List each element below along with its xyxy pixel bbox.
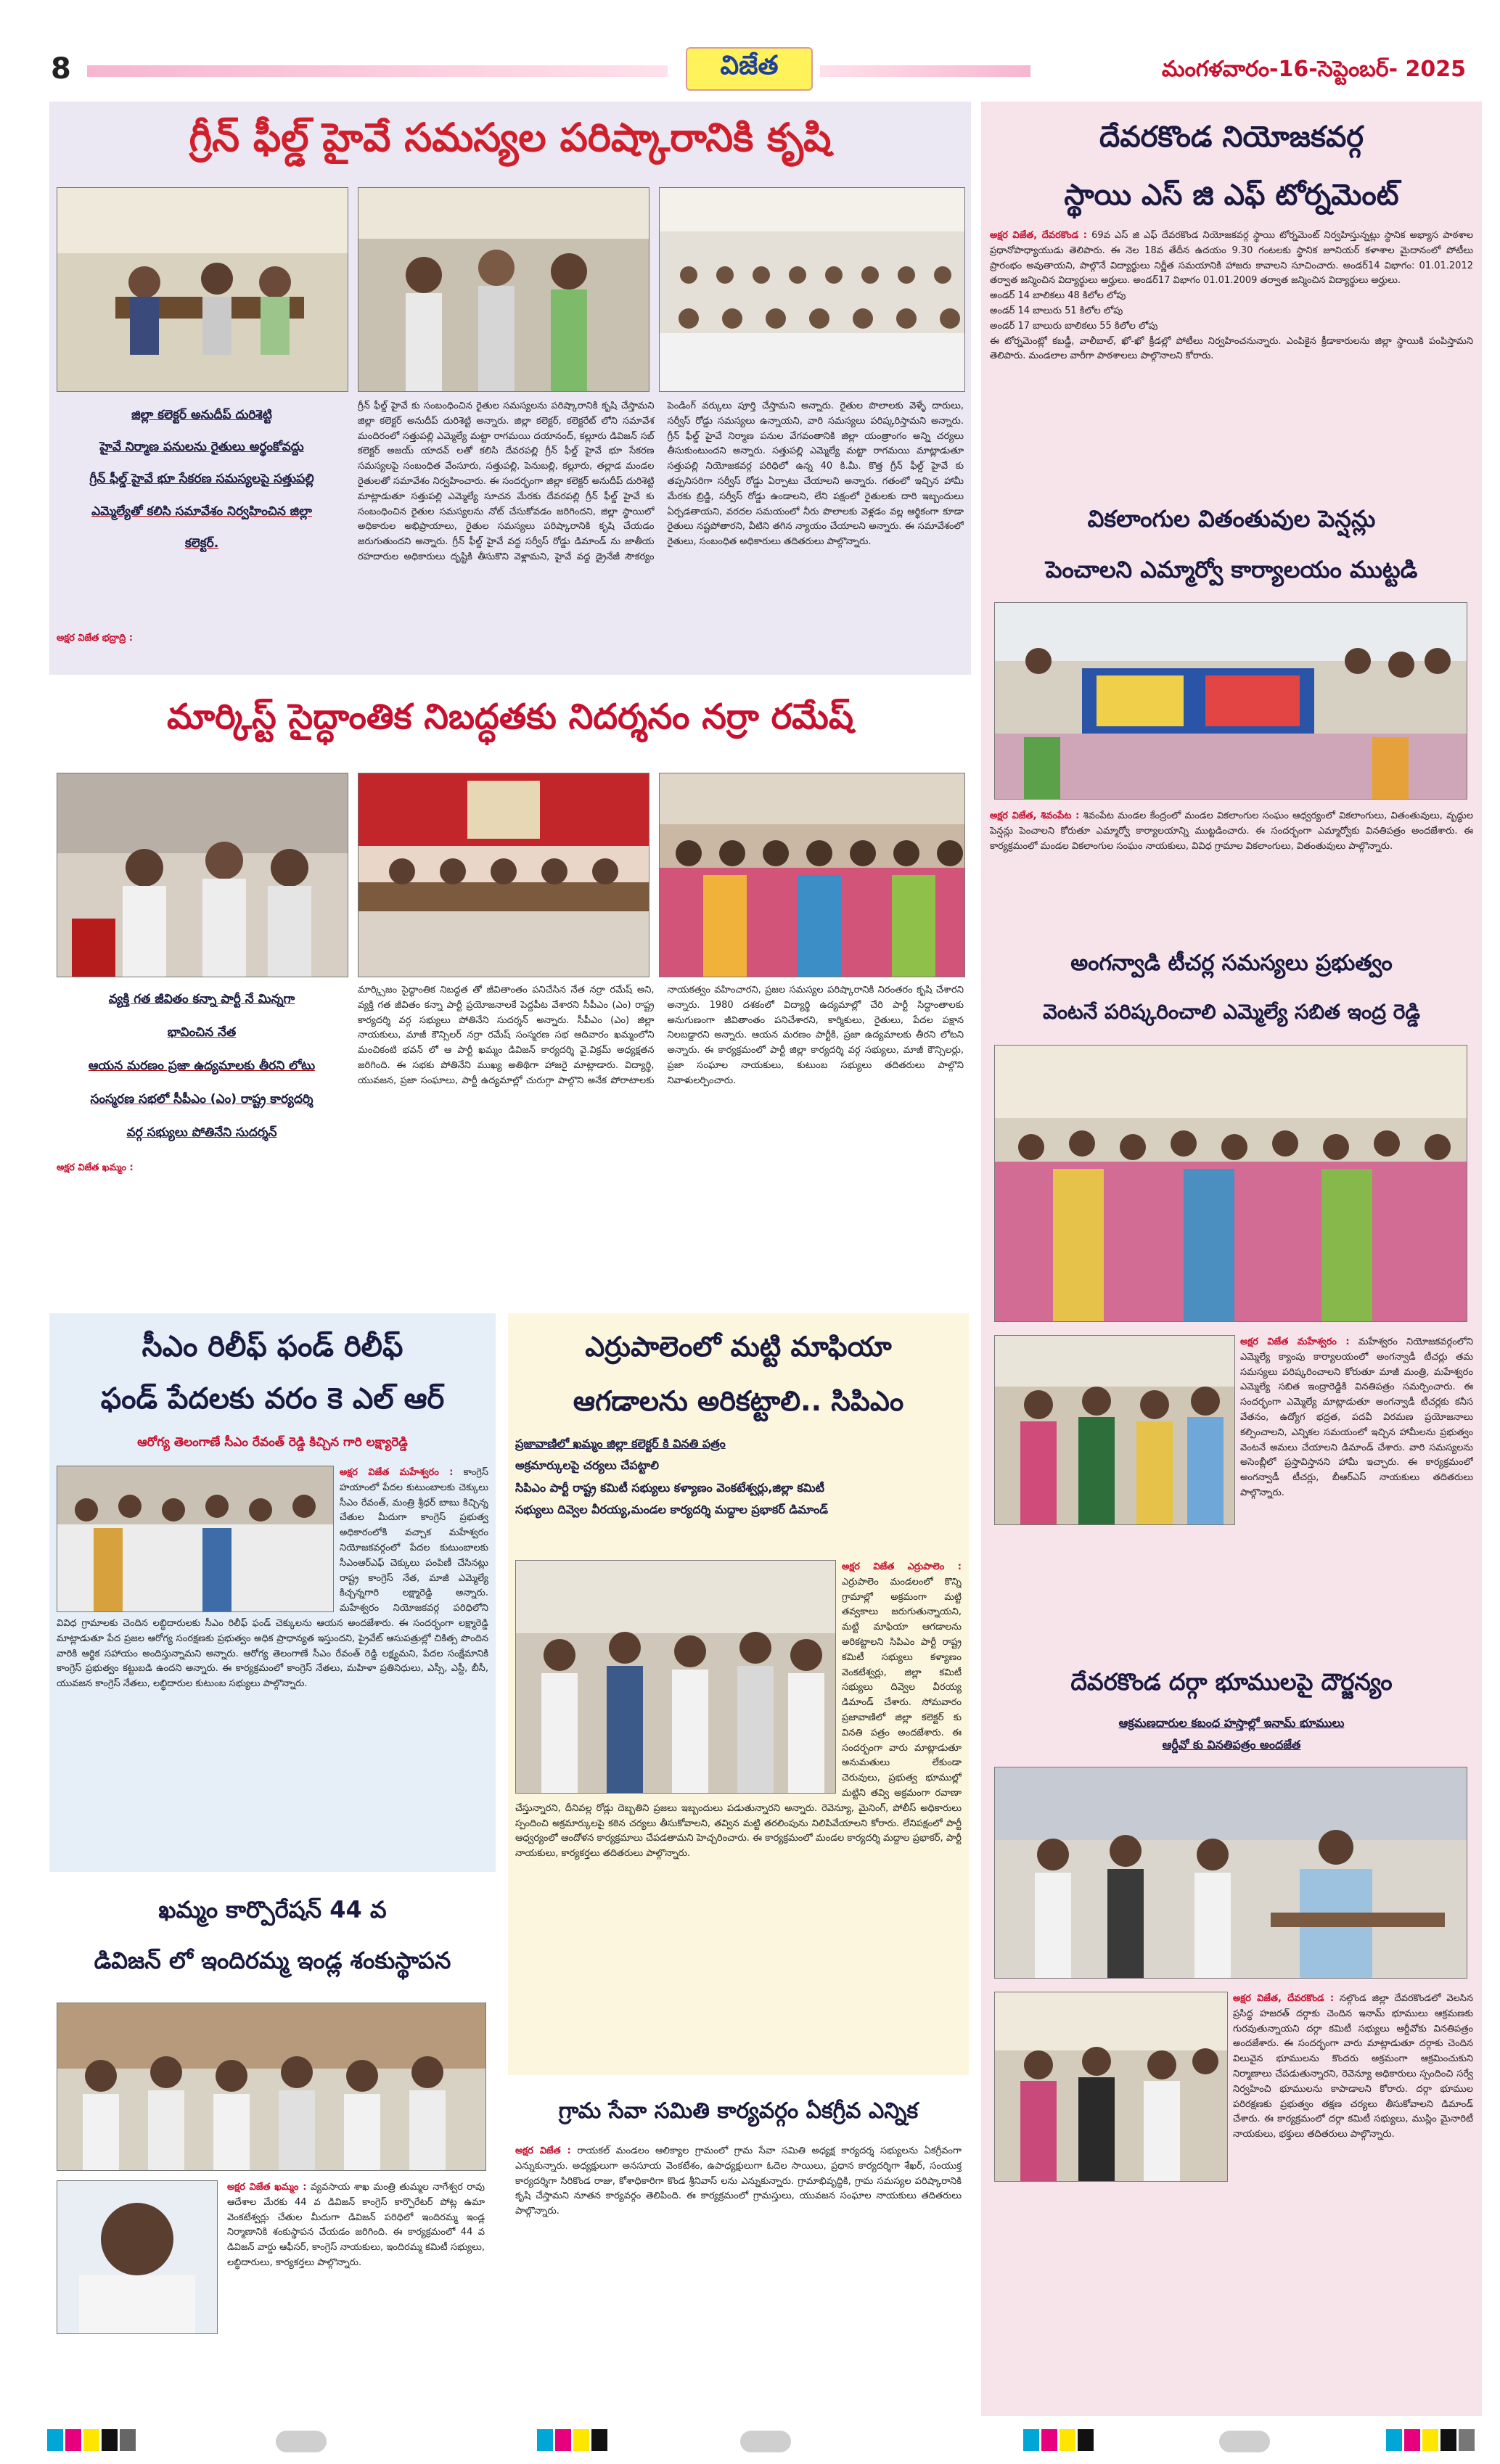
article1-photo-2 xyxy=(358,187,649,392)
article-indiramma-houses xyxy=(49,1879,496,2416)
article2-caption-line: భావించిన నేత xyxy=(167,1024,237,1040)
article8-headline-line1: వికలాంగుల వితంతువుల పెన్షన్లు xyxy=(1087,505,1376,533)
masthead-bar xyxy=(87,65,668,77)
article3-body xyxy=(57,1466,488,1865)
article7-body-text-2: ఈ టోర్నమెంట్లో కబడ్డీ, వాలీబాల్, ఖో-ఖో క్రీడల్లో పోటీలు నిర్వహించనున్నారు. ఎంపికైన క్రీడాకారులను జిల్లా స్థాయికి పంపిస్తామని తెలిపారు. మండలాల వారీగా పాఠశాలలు పాల్గొనాలని కోరారు. xyxy=(990,335,1473,362)
registration-swatch xyxy=(1459,2429,1475,2451)
article4-photo-2 xyxy=(57,2180,218,2334)
article2-caption xyxy=(57,983,347,1149)
article8-dateline: అక్షర విజేత, శివంపేట : xyxy=(990,810,1080,821)
article10-photo-spacer xyxy=(990,1992,1233,2184)
article10-sub xyxy=(981,1712,1482,1757)
article7-list-item: అండర్ 17 బాలురు బాలికలు 55 కిలోల లోపు xyxy=(990,320,1158,332)
registration-swatch xyxy=(555,2429,571,2451)
article1-caption-line: గ్రీన్ ఫీల్డ్ హైవే భూ సేకరణ సమస్యలపై సత్తుపల్లి xyxy=(89,472,314,487)
article2-caption-line: వర్గ సభ్యులు పోతినేని సుదర్శన్ xyxy=(126,1125,277,1140)
article2-photo-2 xyxy=(358,773,649,977)
article10-dateline: అక్షర విజేత, దేవరకొండ : xyxy=(1233,1993,1335,2004)
article4-photo-1 xyxy=(57,2003,486,2171)
registration-swatch xyxy=(1422,2429,1438,2451)
article-village-committee xyxy=(508,2082,969,2416)
article5-headline-line2: ఆగడాలను అరికట్టాలి.. సిపిఎం xyxy=(573,1385,904,1417)
article2-photo-3 xyxy=(659,773,965,977)
article10-sub-line: ఆర్డీవో కు వినతిపత్రం అందజేత xyxy=(1162,1738,1301,1752)
article5-sub-line: సిపిఎం పార్టీ రాష్ట్ర కమిటీ సభ్యులు కళ్యాణం వెంకటేశ్వర్లు,జిల్లా కమిటీ xyxy=(515,1480,824,1495)
article6-dateline: అక్షర విజేత : xyxy=(515,2145,571,2156)
registration-swatch xyxy=(1078,2429,1094,2451)
article2-dateline: అక్షర విజేత ఖమ్మం : xyxy=(57,1162,134,1173)
article-soil-mafia xyxy=(508,1313,969,2075)
article1-dateline: అక్షర విజేత భద్రాద్రి : xyxy=(57,633,133,644)
article9-body-text: మహేశ్వరం నియోజకవర్గంలోని ఎమ్మెల్యే క్యాంపు కార్యాలయంలో అంగన్వాడీ టీచర్లు తమ సమస్యలు పరిష్కరించాలని కోరుతూ మాజీ మంత్రి, మహేశ్వరం ఎమ్మెల్యే సబిత ఇంద్రారెడ్డికి వినతిపత్రం సమర్పించారు. ఈ సందర్భంగా ఎమ్మెల్యే మాట్లాడుతూ అంగన్వాడీ టీచర్లకు కనీస వేతనం, ఉద్యోగ భద్రత, పదవీ విరమణ ప్రయోజనాలు కల్పించాలని, ఎన్నికల సమయంలో ఇచ్చిన హామీలను ప్రభుత్వం వెంటనే అమలు చేయాలని డిమాండ్ చేశారు. వారి సమస్యలను అసెంబ్లీలో ప్రస్తావిస్తానని హామీ ఇచ్చారు. ఈ కార్యక్రమంలో అంగన్వాడీ టీచర్లు, బీఆర్ఎస్ నాయకులు తదితరులు పాల్గొన్నారు. xyxy=(1240,1336,1473,1498)
article7-body-text: 69వ ఎస్ జి ఎఫ్ దేవరకొండ నియోజకవర్గ స్థాయి టోర్నమెంట్ నిర్వహిస్తున్నట్లు స్థానిక అభ్యాస పాఠశాల ప్రధానోపాధ్యాయుడు తెలిపారు. ఈ నెల 18వ తేదీన ఉదయం 9.30 గంటలకు స్థానిక జూనియర్ కళాశాల మైదానంలో పోటీలు ప్రారంభం అవుతాయని, పాల్గొనే విద్యార్థులు నిర్ణీత సమయానికి హాజరు కావాలని సూచించారు. అండర్14 విభాగం: 01.01.2012 తర్వాత జన్మించిన విద్యార్థులు అర్హులు. అండర్17 విభాగం 01.01.2009 తర్వాత జన్మించిన విద్యార్థులు అర్హులు. xyxy=(990,230,1473,287)
article5-sub-line: ప్రజావాణిలో ఖమ్మం జిల్లా కలెక్టర్ కి వినతి పత్రం xyxy=(515,1437,726,1450)
article6-body xyxy=(515,2144,962,2409)
registration-swatch xyxy=(1404,2429,1420,2451)
logo-text: విజేత xyxy=(720,51,779,81)
article10-body-text: నల్గొండ జిల్లా దేవరకొండలో వెలసిన ప్రసిద్ధ హజరత్ దర్గాకు చెందిన ఇనామ్ భూములు ఆక్రమణకు గురవుతున్నాయని దర్గా కమిటీ సభ్యులు ఆర్డీవోకు వినతిపత్రం అందజేశారు. ఈ సందర్భంగా వారు మాట్లాడుతూ దర్గాకు చెందిన విలువైన భూములను కొందరు అక్రమంగా ఆక్రమించుకుని నిర్మాణాలు చేపడుతున్నారని, రెవెన్యూ అధికారులు స్పందించి సర్వే నిర్వహించి భూములను కాపాడాలని కోరారు. దర్గా భూముల పరిరక్షణకు ప్రభుత్వం తక్షణ చర్యలు తీసుకోవాలని డిమాండ్ చేశారు. ఈ కార్యక్రమంలో దర్గా కమిటీ సభ్యులు, ముస్లిం మైనారిటీ నాయకులు, భక్తులు తదితరులు పాల్గొన్నారు. xyxy=(1233,1993,1473,2140)
article2-photo-1 xyxy=(57,773,348,977)
masthead-bar-right xyxy=(820,65,1030,77)
masthead-date: మంగళవారం-16-సెప్టెంబర్- 2025 xyxy=(1161,57,1466,82)
article1-body-lead xyxy=(136,633,139,644)
article4-body xyxy=(227,2180,485,2409)
article5-body xyxy=(515,1560,962,2061)
article8-photo xyxy=(994,602,1467,800)
article1-caption-line: ఎమ్మెల్యేతో కలిసి సమావేశం నిర్వహించిన జిల్లా xyxy=(91,504,312,519)
article2-caption-line: సంస్మరణ సభలో సీపీఎం (ఎం) రాష్ట్ర కార్యదర్శి xyxy=(90,1091,313,1106)
article1-body xyxy=(57,631,347,673)
article3-dateline: అక్షర విజేత మహేశ్వరం : xyxy=(340,1467,454,1478)
article6-body-text: రాయకల్ మండలం ఆలిక్యాల గ్రామంలో గ్రామ సేవా సమితి అధ్యక్ష కార్యదర్శ సభ్యులను ఏకగ్రీవంగా ఎన్నుకున్నారు. అధ్యక్షులుగా అనసూయ వెంకటేశం, ఉపాధ్యక్షులుగా ఓదెల సాయిలు, ప్రధాన కార్యదర్శిగా శేఖర్, సంయుక్త కార్యదర్శిగా సిరికొండ రాజు, కోశాధికారిగా కొండ శ్రీనివాస్ లను ఎన్నుకున్నారు. గ్రామాభివృద్ధికి, గ్రామ సమస్యల పరిష్కారానికి కృషి చేస్తామని నూతన కార్యవర్గం తెలిపింది. ఈ కార్యక్రమంలో గ్రామస్తులు, యువజన సంఘాల నాయకులు తదితరులు పాల్గొన్నారు. xyxy=(515,2145,962,2217)
article3-photo-spacer xyxy=(57,1466,340,1611)
article9-photo-spacer xyxy=(990,1335,1240,1527)
article3-subhead: ఆరోగ్య తెలంగాణే సీఎం రేవంత్ రెడ్డి కిచ్చిన గారి లక్ష్యారెడ్డి xyxy=(137,1435,408,1450)
registration-swatch xyxy=(1041,2429,1057,2451)
article8-headline-line2: పెంచాలని ఎమ్మార్వో కార్యాలయం ముట్టడి xyxy=(1045,556,1418,583)
article3-body-text: కాంగ్రెస్ హయాంలో పేదల కుటుంబాలకు చెక్కులు సీఎం రేవంత్, మంత్రి శ్రీధర్ బాబు కిచ్చిన్న చేతుల మీదుగా కాంగ్రెస్ ప్రభుత్వ అధికారంలోకి వచ్చాక మహేశ్వరం నియోజకవర్గంలో పేదల కుటుంబాలకు సీఎంఆర్ఎఫ్ చెక్కులు పంపిణీ చేసినట్లు రాష్ట్ర కాంగ్రెస్ నేత, మాజీ ఎమ్మెల్యే కిచ్చన్నగారి లక్ష్మారెడ్డి అన్నారు. మహేశ్వరం నియోజకవర్గ పరిధిలోని వివిధ గ్రామాలకు చెందిన లబ్ధిదారులకు సీఎం రిలీఫ్ ఫండ్ చెక్కులను ఆయన అందజేశారు. ఈ సందర్భంగా లక్ష్మారెడ్డి మాట్లాడుతూ పేద ప్రజల ఆరోగ్య సంరక్షణకు ప్రభుత్వం అధిక ప్రాధాన్యత ఇస్తుందని, ప్రైవేట్ ఆసుపత్రుల్లో చికిత్స పొందిన వారికి ఆర్థిక సహాయం అందిస్తున్నామని అన్నారు. ఆరోగ్య తెలంగాణే సీఎం రేవంత్ రెడ్డి లక్ష్యమని, పేదల సంక్షేమానికి కాంగ్రెస్ ప్రభుత్వం కట్టుబడి ఉందని అన్నారు. ఈ కార్యక్రమంలో కాంగ్రెస్ నేతలు, మహిళా ప్రతినిధులు, ఎస్సీ, ఎస్టీ, బీసీ, యువజన కాంగ్రెస్ నేతలు, లబ్ధిదారుల కుటుంబ సభ్యులు పాల్గొన్నారు. xyxy=(57,1467,488,1690)
registration-pill xyxy=(1219,2431,1270,2452)
registration-swatch xyxy=(65,2429,81,2451)
article7-list-item: అండర్ 14 బాలురు 51 కిలోల లోపు xyxy=(990,305,1123,316)
article8-body xyxy=(990,809,1473,932)
article4-headline-line1: ఖమ్మం కార్పొరేషన్ 44 వ xyxy=(158,1896,387,1923)
article5-sub-line: అక్రమార్కులపై చర్యలు చేపట్టాలి xyxy=(515,1458,659,1473)
article1-caption-line: కలెక్టర్. xyxy=(184,535,219,551)
article2-body-text: మార్క్సిజం సైద్ధాంతిక నిబద్ధత తో జీవితాంతం పనిచేసిన నేత నర్రా రమేష్ అని, వ్యక్తి గత జీవితం కన్నా పార్టీ ప్రయోజనాలకే పెద్దపీట వేశారని సీపీఎం (ఎం) రాష్ట్ర కార్యదర్శి వర్గ సభ్యులు పోతినేని సుదర్శన్ అన్నారు. సీపీఎం (ఎం) జిల్లా నాయకులు, మాజీ కౌన్సిలర్ నర్రా రమేష్ సంస్మరణ సభ ఆదివారం ఖమ్మంలోని మంచికంటి భవన్ లో ఆ పార్టీ ఖమ్మం డివిజన్ కార్యదర్శి వై.విక్రమ్ అధ్యక్షతన జరిగింది. ఈ సభకు పోతినేని ముఖ్య అతిథిగా హాజరై మాట్లాడారు. విద్యార్థి, యువజన, ప్రజా సంఘాలు, పార్టీ ఉద్యమాల్లో చురుగ్గా పాల్గొని అనేక పోరాటాలకు నాయకత్వం వహించారని, ప్రజల సమస్యల పరిష్కారానికి నిరంతరం కృషి చేశారని అన్నారు. 1980 దశకంలో విద్యార్థి ఉద్యమాల్లో చేరి పార్టీ సిద్ధాంతాలకు అనుగుణంగా జీవితాంతం పనిచేశారని, కార్మికులు, రైతులు, పేదల పక్షాన నిలబడ్డారని అన్నారు. ఆయన మరణం పార్టీకి, ప్రజా ఉద్యమాలకు తీరని లోటని అన్నారు. ఈ కార్యక్రమంలో పార్టీ జిల్లా కార్యదర్శి వర్గ సభ్యులు, మాజీ కౌన్సిలర్లు, ప్రజా సంఘాల నాయకులు, కుటుంబ సభ్యులు తదితరులు పాల్గొని నివాళులర్పించారు. xyxy=(358,985,964,1086)
article10-photo-1 xyxy=(994,1767,1467,1979)
article9-photo-1 xyxy=(994,1045,1467,1322)
registration-pill xyxy=(740,2431,791,2452)
article1-photo-3 xyxy=(659,187,965,392)
article10-sub-line: ఆక్రమణదారుల కబంధ హస్తాల్లో ఇనామ్ భూములు xyxy=(1118,1716,1345,1730)
article5-body-text: ఎర్రుపాలెం మండలంలో కొన్ని గ్రామాల్లో అక్రమంగా మట్టి తవ్వకాలు జరుగుతున్నాయని, మట్టి మాఫియా ఆగడాలను అరికట్టాలని సిపిఎం పార్టీ రాష్ట్ర కమిటీ సభ్యులు కళ్యాణం వెంకటేశ్వర్లు, జిల్లా కమిటీ సభ్యులు దివ్వెల వీరయ్య డిమాండ్ చేశారు. సోమవారం ప్రజావాణిలో జిల్లా కలెక్టర్ కు వినతి పత్రం అందజేశారు. ఈ సందర్భంగా వారు మాట్లాడుతూ అనుమతులు లేకుండా చెరువులు, ప్రభుత్వ భూముల్లో మట్టిని తవ్వి అక్రమంగా రవాణా చేస్తున్నారని, దీనివల్ల రోడ్లు దెబ్బతిని ప్రజలు ఇబ్బందులు పడుతున్నారని అన్నారు. రెవెన్యూ, మైనింగ్, పోలీస్ అధికారులు స్పందించి అక్రమార్కులపై కఠిన చర్యలు తీసుకోవాలని, తవ్విన మట్టి తరలింపును నిలిపివేయాలని కోరారు. లేనిపక్షంలో పార్టీ ఆధ్వర్యంలో ఆందోళన కార్యక్రమాలు చేపడతామని హెచ్చరించారు. ఈ కార్యక్రమంలో మండల కార్యదర్శి మద్దాల ప్రభాకర్, పార్టీ నాయకులు, కార్యకర్తలు తదితరులు పాల్గొన్నారు. xyxy=(515,1576,962,1860)
registration-swatch xyxy=(120,2429,136,2451)
registration-swatch xyxy=(537,2429,553,2451)
article6-headline: గ్రామ సేవా సమితి కార్యవర్గం ఏకగ్రీవ ఎన్నిక xyxy=(558,2098,919,2124)
masthead xyxy=(0,0,1500,98)
registration-swatch xyxy=(102,2429,118,2451)
article5-sub xyxy=(515,1433,962,1521)
article4-headline-line2: డివిజన్ లో ఇందిరమ్మ ఇండ్ల శంకుస్థాపన xyxy=(94,1947,451,1974)
registration-swatch xyxy=(591,2429,607,2451)
article4-body-text: వ్యవసాయ శాఖ మంత్రి తుమ్మల నాగేశ్వర రావు ఆదేశాల మేరకు 44 వ డివిజన్ కాంగ్రెస్ కార్పొరేటర్ పోట్ల ఉమా వెంకటేశ్వర్లు చేతుల మీదుగా డివిజన్ పరిధిలో ఇందిరమ్మ ఇండ్ల నిర్మాణానికి శంకుస్థాపన చేయడం జరిగింది. ఈ కార్యక్రమంలో 44 వ డివిజన్ వార్డు ఆఫీసర్, కాంగ్రెస్ నాయకులు, ఇందిరమ్మ కమిటీ సభ్యులు, లబ్ధిదారులు, కార్యకర్తలు పాల్గొన్నారు. xyxy=(227,2182,485,2268)
article4-dateline: అక్షర విజేత ఖమ్మం : xyxy=(227,2182,307,2193)
article-cm-relief-fund xyxy=(49,1313,496,1872)
article2-dateline-box xyxy=(57,1161,347,1176)
registration-swatch xyxy=(47,2429,63,2451)
article1-headline: గ్రీన్ ఫీల్డ్ హైవే సమస్యల పరిష్కారానికి కృషి xyxy=(189,115,832,160)
article5-headline-line1: ఎర్రుపాలెంలో మట్టి మాఫియా xyxy=(585,1331,892,1363)
article10-body xyxy=(990,1992,1473,2409)
article5-dateline: అక్షర విజేత ఎర్రుపాలెం : xyxy=(842,1561,962,1572)
article2-caption-line: వ్యక్తి గత జీవితం కన్నా పార్టీ నే మిన్నగా xyxy=(108,992,295,1006)
article1-caption xyxy=(57,399,347,559)
article7-headline-line1: దేవరకొండ నియోజకవర్గ xyxy=(1099,120,1364,154)
article7-headline-line2: స్థాయి ఎస్ జి ఎఫ్ టోర్నమెంట్ xyxy=(1064,178,1399,212)
article9-headline-line1: అంగన్వాడి టీచర్ల సమస్యలు ప్రభుత్వం xyxy=(1070,950,1393,976)
article2-headline: మార్కిస్ట్ సైద్ధాంతిక నిబద్ధతకు నిదర్శనం నర్రా రమేష్ xyxy=(166,697,854,737)
article9-dateline: అక్షర విజేత మహేశ్వరం : xyxy=(1240,1336,1350,1347)
registration-swatch xyxy=(573,2429,589,2451)
registration-swatch xyxy=(1060,2429,1075,2451)
article7-list-item: అండర్ 14 బాలికలు 48 కిలోల లోపు xyxy=(990,290,1126,302)
registration-swatch xyxy=(83,2429,99,2451)
article3-headline-line1: సీఎం రిలీఫ్ ఫండ్ రిలీఫ్ xyxy=(142,1330,403,1363)
article9-body xyxy=(990,1335,1473,1647)
article7-dateline: అక్షర విజేత, దేవరకొండ : xyxy=(990,230,1087,241)
article5-photo-spacer xyxy=(515,1560,842,1792)
article1-caption-line: హైవే నిర్మాణ పనులను రైతులు అర్థంకోవద్దు xyxy=(99,440,304,455)
registration-swatch xyxy=(1386,2429,1402,2451)
article-narra-ramesh xyxy=(49,686,971,1302)
article1-body-text: గ్రీన్ ఫీల్డ్ హైవే కు సంబంధించిన రైతుల సమస్యలను పరిష్కారానికి కృషి చేస్తామని జిల్లా కలెక్టర్ అనుదీప్ దురిశెట్టి అన్నారు. జిల్లా కలెక్టర్, కలెక్టరేట్ లోని సమావేశ మందిరంలో సత్తుపల్లి ఎమ్మెల్యే మట్టా రాగమయి దయానంద్, కల్లూరు డివిజన్ సబ్ కలెక్టర్ అజయ్ యాదవ్ లతో కలిసి దేవరపల్లి గ్రీన్ ఫీల్డ్ హైవే భూ సేకరణ సమస్యలపై సంబంధిత వేంసూరు, సత్తుపల్లి, పెనుబల్లి, కల్లూరు, తల్లాడ మండల రైతులతో సమావేశం నిర్వహించారు. ఈ సందర్భంగా జిల్లా కలెక్టర్ అనుదీప్ దురిశెట్టి మాట్లాడుతూ సత్తుపల్లి ఎమ్మెల్యే సూచన మేరకు దేవరపల్లి గ్రీన్ ఫీల్డ్ హైవే కు సంబంధించిన రైతుల సమస్యలను నోట్ చేసుకోవడం జరిగిందని, జిల్లా స్థాయిలో అధికారుల అభిప్రాయాలు, రైతుల సమస్యలు పరిష్కారానికి కృషి చేయడం జరుగుతుందని అన్నారు. గ్రీన్ ఫీల్డ్ హైవే వద్ద సర్వీస్ రోడ్డు డిమాండ్ ను జాతీయ రహదారుల అధికారులు దృష్టికి తీసుకొని వెళ్లామని, హైవే వద్ద డ్రైనేజీ సౌకర్యం పెండింగ్ వర్కులు పూర్తి చేస్తామని అన్నారు. రైతుల పొలాలకు వెళ్ళే దారులు, సర్వీస్ రోడ్డు సమస్యలు ఉన్నాయని, వారి సమస్యలు పరిష్కరిస్తామని అన్నారు. గ్రీన్ ఫీల్డ్ హైవే నిర్మాణ పనుల వేగవంతానికి జిల్లా యంత్రాంగం అన్ని చర్యలు తీసుకుంటుందని అన్నారు. సత్తుపల్లి ఎమ్మెల్యే మట్టా రాగమయి మాట్లాడుతూ సత్తుపల్లి నియోజకవర్గ పరిధిలో ఉన్న 40 కి.మీ. కొత్త గ్రీన్ ఫీల్డ్ హైవే కు తప్పనిసరిగా సర్వీస్ రోడ్డు ఏర్పాటు చేయాలని అన్నారు. గతంలో ఇచ్చిన హామీ మేరకు బ్రిడ్జి, సర్వీస్ రోడ్డు ఉండాలని, లేని పక్షంలో రైతులకు దారి ఇబ్బందులు ఏర్పడతాయని, వరదల సమయంలో నీరు పొలాలకు వెళ్లడం వల్ల ఆర్థికంగా కూడా రైతులు నష్టపోతారని, వీటిని తగిన న్యాయం చేయాలని అన్నారు. ఈ సమావేశంలో రైతులు, సంబంధిత అధికారులు తదితరులు పాల్గొన్నారు. xyxy=(358,401,964,562)
article2-caption-line: ఆయన మరణం ప్రజా ఉద్యమాలకు తీరని లోటు xyxy=(88,1058,316,1073)
registration-swatch xyxy=(1023,2429,1039,2451)
masthead-logo xyxy=(686,47,813,91)
article10-headline: దేవరకొండ దర్గా భూములపై దౌర్జన్యం xyxy=(1070,1668,1393,1696)
article3-headline-line2: ఫండ్ పేదలకు వరం కె ఎల్ ఆర్ xyxy=(100,1382,445,1416)
registration-pill xyxy=(276,2431,327,2452)
article1-caption-line: జిల్లా కలెక్టర్ అనుదీప్ దురిశెట్టి xyxy=(131,408,272,422)
page-number: 8 xyxy=(51,52,71,86)
article5-sub-line: సభ్యులు దివ్వెల వీరయ్య,మండల కార్యదర్శి మద్దాల ప్రభాకర్ డిమాండ్ xyxy=(515,1503,829,1517)
registration-swatch xyxy=(1440,2429,1456,2451)
article8-body-text: శివంపేట మండల కేంద్రంలో మండల వికలాంగుల సంఘం ఆధ్వర్యంలో వికలాంగులు, వితంతువులు, వృద్ధుల పెన్షన్లు పెంచాలని కోరుతూ ఎమ్మార్వో కార్యాలయాన్ని ముట్టడించారు. ఈ సందర్భంగా ఎమ్మార్వోకు వినతిపత్రం అందజేశారు. ఈ కార్యక్రమంలో మండల వికలాంగుల సంఘం నాయకులు, వివిధ గ్రామాల వికలాంగులు, వితంతువులు పాల్గొన్నారు. xyxy=(990,810,1473,852)
article9-headline-line2: వెంటనే పరిష్కరించాలి ఎమ్మెల్యే సబిత ఇంద్ర రెడ్డి xyxy=(1042,1000,1421,1024)
article-green-field-highway xyxy=(49,102,971,675)
right-column xyxy=(981,102,1482,2416)
article1-photo-1 xyxy=(57,187,348,392)
